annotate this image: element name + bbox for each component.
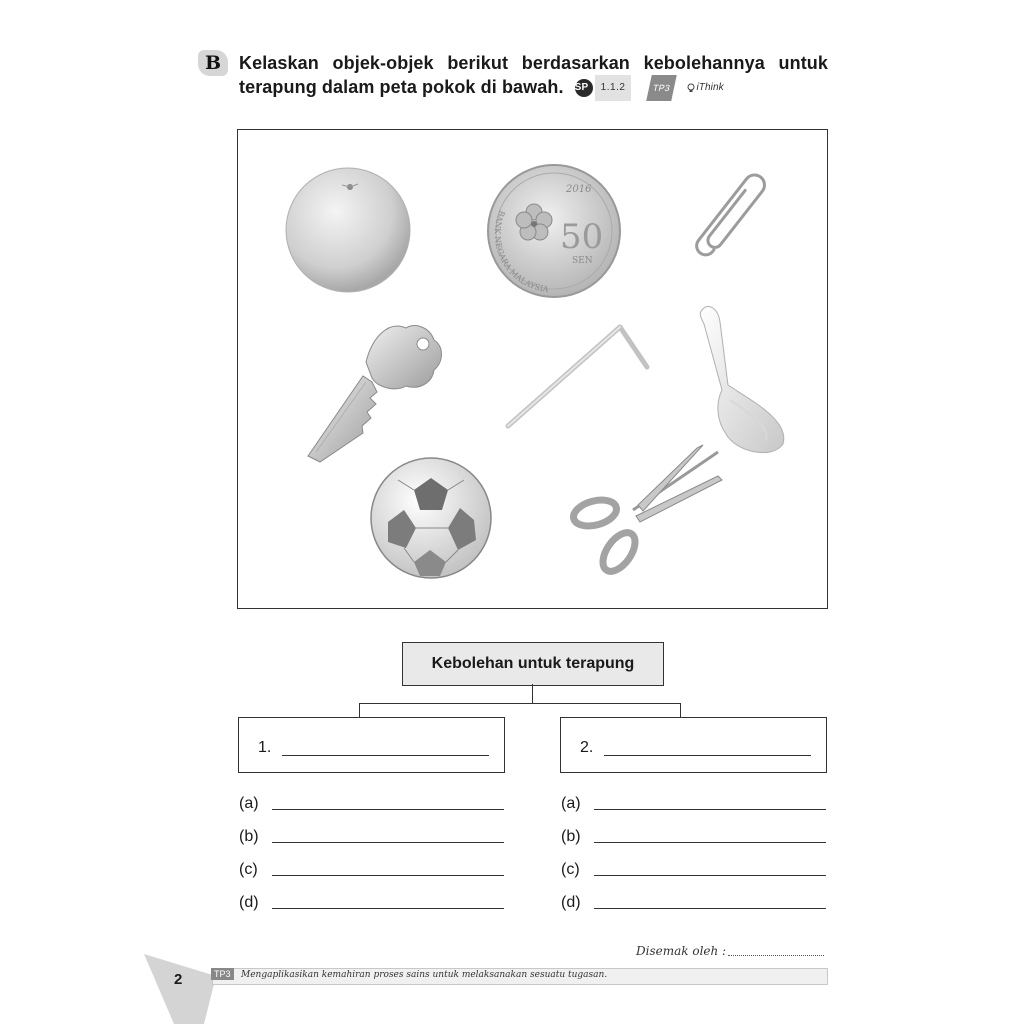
instruction-text <box>239 51 828 101</box>
coin-year: 2016 <box>566 184 592 195</box>
category-box-1 <box>238 717 505 773</box>
answer-line[interactable] <box>594 842 826 843</box>
sp-code: 1.1.2 <box>595 75 632 101</box>
page-corner-shape <box>144 954 216 1024</box>
answer-line[interactable] <box>272 842 504 843</box>
paper-clip-icon <box>693 171 768 260</box>
list-item-label: (c) <box>561 861 580 878</box>
category-box-2 <box>560 717 827 773</box>
list-item-label: (c) <box>239 861 258 878</box>
list-item-label: (b) <box>239 828 259 845</box>
key-icon <box>308 326 442 462</box>
tree-root: Kebolehan untuk terapung <box>402 642 664 686</box>
answer-line[interactable] <box>594 875 826 876</box>
category-number: 2. <box>580 739 594 756</box>
list-item-label: (d) <box>239 894 259 911</box>
orange-icon <box>286 168 410 292</box>
scissors-icon <box>571 445 722 577</box>
ithink-label: iThink <box>696 82 724 94</box>
tree-connector <box>359 703 681 704</box>
answer-line[interactable] <box>272 875 504 876</box>
objects-panel <box>237 129 828 609</box>
tree-connector <box>359 703 360 717</box>
sp-tag <box>575 75 632 101</box>
coin-unit: SEN <box>572 256 593 266</box>
tp-flag: TP3 <box>646 75 676 101</box>
category-answer-line[interactable] <box>604 755 811 756</box>
category-answer-line[interactable] <box>282 755 489 756</box>
spoon-icon <box>700 306 784 452</box>
coin-value: 50 <box>560 217 604 257</box>
list-item-label: (a) <box>561 795 581 812</box>
footer-tp-description: Mengaplikasikan kemahiran proses sains untuk melaksanakan sesuatu tugasan. <box>241 970 608 980</box>
answer-line[interactable] <box>272 809 504 810</box>
tree-connector <box>680 703 681 717</box>
sp-label: SP <box>575 79 593 97</box>
tree-connector <box>532 684 533 703</box>
checked-by-label: Disemak oleh : <box>636 944 727 958</box>
coin-icon <box>488 165 620 297</box>
coin-inscription: BANK NEGARA MALAYSIA <box>492 209 550 294</box>
answer-line[interactable] <box>272 908 504 909</box>
football-icon <box>371 458 491 578</box>
list-item-label: (a) <box>239 795 259 812</box>
page-number: 2 <box>174 971 183 988</box>
objects-illustration <box>238 130 827 608</box>
footer-tp-flag: TP3 <box>211 968 234 980</box>
list-item-label: (b) <box>561 828 581 845</box>
checked-by-line[interactable] <box>728 955 824 956</box>
category-number: 1. <box>258 739 272 756</box>
instruction-body: Kelaskan objek-objek berikut berdasarkan kebolehannya untuk terapung dalam peta pokok di bawah. <box>239 53 828 97</box>
ithink-logo <box>686 76 723 100</box>
section-badge: B <box>198 50 228 76</box>
straw-icon <box>508 327 647 426</box>
answer-line[interactable] <box>594 809 826 810</box>
instruction-tags <box>575 77 724 97</box>
lightbulb-icon <box>686 83 696 93</box>
list-item-label: (d) <box>561 894 581 911</box>
answer-line[interactable] <box>594 908 826 909</box>
